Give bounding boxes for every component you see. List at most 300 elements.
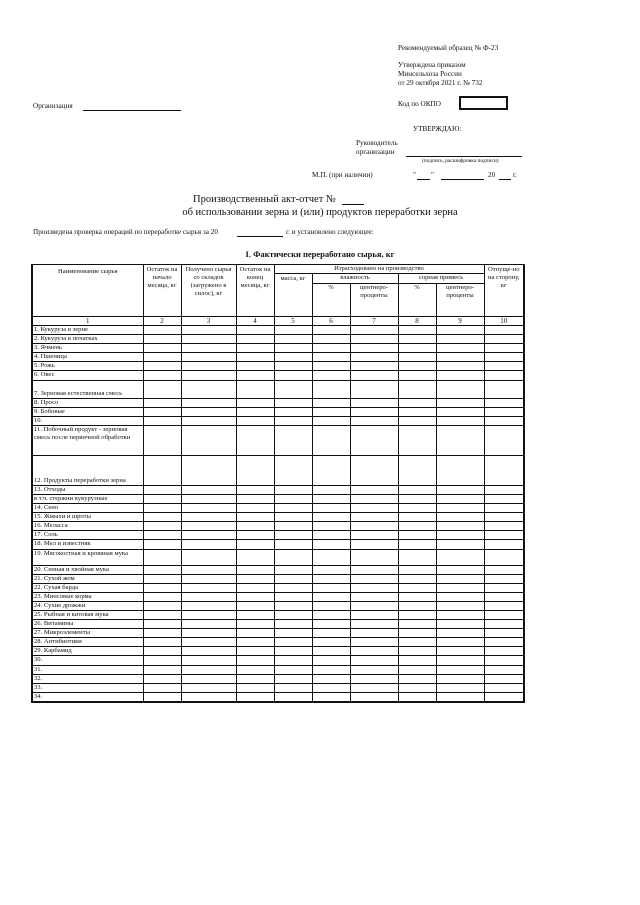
- row-cell-col-5[interactable]: [274, 522, 312, 531]
- row-cell-col-5[interactable]: [274, 326, 312, 335]
- row-cell-col-4[interactable]: [236, 531, 274, 540]
- row-cell-col-3[interactable]: [181, 344, 236, 353]
- row-cell-col-2[interactable]: [143, 362, 181, 371]
- row-cell-col-4[interactable]: [236, 371, 274, 380]
- row-cell-col-4[interactable]: [236, 398, 274, 407]
- organization-field[interactable]: [83, 110, 181, 111]
- row-cell-col-3[interactable]: [181, 353, 236, 362]
- row-cell-col-9[interactable]: [436, 601, 484, 610]
- row-cell-col-10[interactable]: [484, 326, 524, 335]
- row-cell-col-9[interactable]: [436, 629, 484, 638]
- row-cell-col-3[interactable]: [181, 522, 236, 531]
- row-cell-col-8[interactable]: [398, 344, 436, 353]
- row-cell-col-8[interactable]: [398, 692, 436, 702]
- row-cell-col-5[interactable]: [274, 380, 312, 398]
- row-cell-col-7[interactable]: [350, 371, 398, 380]
- row-cell-col-5[interactable]: [274, 371, 312, 380]
- row-cell-col-6[interactable]: [312, 494, 350, 503]
- row-cell-col-10[interactable]: [484, 531, 524, 540]
- row-cell-col-5[interactable]: [274, 540, 312, 549]
- row-cell-col-3[interactable]: [181, 531, 236, 540]
- row-cell-col-4[interactable]: [236, 647, 274, 656]
- row-cell-col-3[interactable]: [181, 380, 236, 398]
- row-cell-col-5[interactable]: [274, 656, 312, 665]
- row-cell-col-4[interactable]: [236, 513, 274, 522]
- row-cell-col-5[interactable]: [274, 692, 312, 702]
- row-cell-col-8[interactable]: [398, 362, 436, 371]
- row-cell-col-6[interactable]: [312, 344, 350, 353]
- row-cell-col-10[interactable]: [484, 592, 524, 601]
- row-cell-col-6[interactable]: [312, 674, 350, 683]
- row-cell-col-9[interactable]: [436, 522, 484, 531]
- row-cell-col-8[interactable]: [398, 565, 436, 574]
- row-cell-col-6[interactable]: [312, 455, 350, 485]
- row-cell-col-7[interactable]: [350, 565, 398, 574]
- row-cell-col-9[interactable]: [436, 425, 484, 455]
- row-cell-col-9[interactable]: [436, 592, 484, 601]
- row-cell-col-9[interactable]: [436, 665, 484, 674]
- row-cell-col-5[interactable]: [274, 362, 312, 371]
- row-cell-col-3[interactable]: [181, 592, 236, 601]
- row-cell-col-3[interactable]: [181, 362, 236, 371]
- row-cell-col-10[interactable]: [484, 638, 524, 647]
- row-cell-col-3[interactable]: [181, 455, 236, 485]
- row-cell-col-9[interactable]: [436, 371, 484, 380]
- row-cell-col-9[interactable]: [436, 513, 484, 522]
- row-cell-col-2[interactable]: [143, 407, 181, 416]
- row-cell-col-9[interactable]: [436, 344, 484, 353]
- row-cell-col-10[interactable]: [484, 583, 524, 592]
- row-cell-col-2[interactable]: [143, 504, 181, 513]
- row-cell-col-8[interactable]: [398, 353, 436, 362]
- row-cell-col-2[interactable]: [143, 692, 181, 702]
- row-cell-col-5[interactable]: [274, 638, 312, 647]
- row-cell-col-7[interactable]: [350, 398, 398, 407]
- row-cell-col-10[interactable]: [484, 416, 524, 425]
- row-cell-col-9[interactable]: [436, 353, 484, 362]
- row-cell-col-6[interactable]: [312, 522, 350, 531]
- row-cell-col-10[interactable]: [484, 540, 524, 549]
- row-cell-col-6[interactable]: [312, 416, 350, 425]
- row-cell-col-8[interactable]: [398, 398, 436, 407]
- row-cell-col-10[interactable]: [484, 549, 524, 565]
- row-cell-col-6[interactable]: [312, 398, 350, 407]
- row-cell-col-3[interactable]: [181, 601, 236, 610]
- row-cell-col-10[interactable]: [484, 407, 524, 416]
- row-cell-col-10[interactable]: [484, 513, 524, 522]
- row-cell-col-10[interactable]: [484, 620, 524, 629]
- row-cell-col-7[interactable]: [350, 692, 398, 702]
- row-cell-col-6[interactable]: [312, 620, 350, 629]
- row-cell-col-7[interactable]: [350, 513, 398, 522]
- row-cell-col-7[interactable]: [350, 362, 398, 371]
- row-cell-col-8[interactable]: [398, 549, 436, 565]
- row-cell-col-6[interactable]: [312, 665, 350, 674]
- row-cell-col-7[interactable]: [350, 494, 398, 503]
- row-cell-col-2[interactable]: [143, 335, 181, 344]
- row-cell-col-9[interactable]: [436, 610, 484, 619]
- row-cell-col-7[interactable]: [350, 574, 398, 583]
- row-cell-col-9[interactable]: [436, 565, 484, 574]
- row-cell-col-10[interactable]: [484, 692, 524, 702]
- row-cell-col-6[interactable]: [312, 629, 350, 638]
- row-cell-col-8[interactable]: [398, 665, 436, 674]
- row-cell-col-7[interactable]: [350, 455, 398, 485]
- row-cell-col-4[interactable]: [236, 416, 274, 425]
- row-cell-col-2[interactable]: [143, 485, 181, 494]
- row-cell-col-5[interactable]: [274, 574, 312, 583]
- row-cell-col-5[interactable]: [274, 583, 312, 592]
- row-cell-col-10[interactable]: [484, 485, 524, 494]
- row-cell-col-4[interactable]: [236, 592, 274, 601]
- row-cell-col-9[interactable]: [436, 407, 484, 416]
- row-cell-col-10[interactable]: [484, 455, 524, 485]
- row-cell-col-3[interactable]: [181, 425, 236, 455]
- row-cell-col-8[interactable]: [398, 513, 436, 522]
- row-cell-col-8[interactable]: [398, 629, 436, 638]
- row-cell-col-4[interactable]: [236, 638, 274, 647]
- row-cell-col-10[interactable]: [484, 353, 524, 362]
- row-cell-col-10[interactable]: [484, 425, 524, 455]
- row-cell-col-8[interactable]: [398, 638, 436, 647]
- row-cell-col-8[interactable]: [398, 647, 436, 656]
- row-cell-col-4[interactable]: [236, 674, 274, 683]
- row-cell-col-5[interactable]: [274, 565, 312, 574]
- date-day-field[interactable]: [417, 179, 430, 180]
- row-cell-col-10[interactable]: [484, 522, 524, 531]
- row-cell-col-8[interactable]: [398, 522, 436, 531]
- row-cell-col-5[interactable]: [274, 425, 312, 455]
- row-cell-col-4[interactable]: [236, 540, 274, 549]
- row-cell-col-4[interactable]: [236, 362, 274, 371]
- row-cell-col-3[interactable]: [181, 371, 236, 380]
- row-cell-col-10[interactable]: [484, 565, 524, 574]
- row-cell-col-8[interactable]: [398, 610, 436, 619]
- row-cell-col-5[interactable]: [274, 335, 312, 344]
- row-cell-col-8[interactable]: [398, 416, 436, 425]
- row-cell-col-8[interactable]: [398, 485, 436, 494]
- row-cell-col-7[interactable]: [350, 583, 398, 592]
- row-cell-col-5[interactable]: [274, 513, 312, 522]
- row-cell-col-9[interactable]: [436, 362, 484, 371]
- row-cell-col-7[interactable]: [350, 540, 398, 549]
- row-cell-col-8[interactable]: [398, 592, 436, 601]
- row-cell-col-8[interactable]: [398, 620, 436, 629]
- row-cell-col-4[interactable]: [236, 583, 274, 592]
- row-cell-col-7[interactable]: [350, 407, 398, 416]
- row-cell-col-8[interactable]: [398, 540, 436, 549]
- row-cell-col-8[interactable]: [398, 494, 436, 503]
- row-cell-col-3[interactable]: [181, 692, 236, 702]
- row-cell-col-6[interactable]: [312, 692, 350, 702]
- row-cell-col-10[interactable]: [484, 344, 524, 353]
- row-cell-col-10[interactable]: [484, 398, 524, 407]
- row-cell-col-6[interactable]: [312, 565, 350, 574]
- row-cell-col-5[interactable]: [274, 455, 312, 485]
- row-cell-col-9[interactable]: [436, 335, 484, 344]
- row-cell-col-3[interactable]: [181, 610, 236, 619]
- row-cell-col-9[interactable]: [436, 692, 484, 702]
- row-cell-col-4[interactable]: [236, 665, 274, 674]
- row-cell-col-9[interactable]: [436, 683, 484, 692]
- row-cell-col-6[interactable]: [312, 574, 350, 583]
- row-cell-col-3[interactable]: [181, 485, 236, 494]
- row-cell-col-6[interactable]: [312, 647, 350, 656]
- row-cell-col-7[interactable]: [350, 425, 398, 455]
- row-cell-col-8[interactable]: [398, 455, 436, 485]
- row-cell-col-4[interactable]: [236, 522, 274, 531]
- row-cell-col-6[interactable]: [312, 353, 350, 362]
- row-cell-col-9[interactable]: [436, 326, 484, 335]
- row-cell-col-3[interactable]: [181, 549, 236, 565]
- row-cell-col-7[interactable]: [350, 326, 398, 335]
- row-cell-col-3[interactable]: [181, 647, 236, 656]
- row-cell-col-2[interactable]: [143, 620, 181, 629]
- row-cell-col-6[interactable]: [312, 326, 350, 335]
- row-cell-col-3[interactable]: [181, 504, 236, 513]
- row-cell-col-4[interactable]: [236, 425, 274, 455]
- row-cell-col-5[interactable]: [274, 674, 312, 683]
- row-cell-col-9[interactable]: [436, 656, 484, 665]
- row-cell-col-2[interactable]: [143, 601, 181, 610]
- row-cell-col-5[interactable]: [274, 344, 312, 353]
- row-cell-col-7[interactable]: [350, 620, 398, 629]
- row-cell-col-6[interactable]: [312, 601, 350, 610]
- row-cell-col-5[interactable]: [274, 549, 312, 565]
- row-cell-col-2[interactable]: [143, 583, 181, 592]
- row-cell-col-4[interactable]: [236, 455, 274, 485]
- row-cell-col-5[interactable]: [274, 647, 312, 656]
- row-cell-col-4[interactable]: [236, 380, 274, 398]
- row-cell-col-2[interactable]: [143, 455, 181, 485]
- row-cell-col-4[interactable]: [236, 485, 274, 494]
- row-cell-col-6[interactable]: [312, 592, 350, 601]
- row-cell-col-6[interactable]: [312, 683, 350, 692]
- row-cell-col-3[interactable]: [181, 638, 236, 647]
- row-cell-col-6[interactable]: [312, 610, 350, 619]
- row-cell-col-4[interactable]: [236, 335, 274, 344]
- row-cell-col-5[interactable]: [274, 485, 312, 494]
- row-cell-col-3[interactable]: [181, 620, 236, 629]
- row-cell-col-6[interactable]: [312, 549, 350, 565]
- row-cell-col-8[interactable]: [398, 326, 436, 335]
- row-cell-col-7[interactable]: [350, 638, 398, 647]
- row-cell-col-10[interactable]: [484, 683, 524, 692]
- row-cell-col-6[interactable]: [312, 656, 350, 665]
- row-cell-col-10[interactable]: [484, 656, 524, 665]
- date-month-field[interactable]: [441, 179, 484, 180]
- row-cell-col-2[interactable]: [143, 380, 181, 398]
- row-cell-col-7[interactable]: [350, 485, 398, 494]
- row-cell-col-9[interactable]: [436, 647, 484, 656]
- row-cell-col-9[interactable]: [436, 638, 484, 647]
- row-cell-col-10[interactable]: [484, 674, 524, 683]
- row-cell-col-9[interactable]: [436, 504, 484, 513]
- row-cell-col-2[interactable]: [143, 353, 181, 362]
- row-cell-col-5[interactable]: [274, 407, 312, 416]
- row-cell-col-3[interactable]: [181, 565, 236, 574]
- row-cell-col-7[interactable]: [350, 610, 398, 619]
- row-cell-col-2[interactable]: [143, 647, 181, 656]
- row-cell-col-10[interactable]: [484, 665, 524, 674]
- row-cell-col-7[interactable]: [350, 683, 398, 692]
- row-cell-col-9[interactable]: [436, 380, 484, 398]
- row-cell-col-9[interactable]: [436, 398, 484, 407]
- row-cell-col-2[interactable]: [143, 638, 181, 647]
- row-cell-col-8[interactable]: [398, 574, 436, 583]
- row-cell-col-8[interactable]: [398, 683, 436, 692]
- row-cell-col-2[interactable]: [143, 674, 181, 683]
- row-cell-col-3[interactable]: [181, 540, 236, 549]
- row-cell-col-3[interactable]: [181, 326, 236, 335]
- row-cell-col-2[interactable]: [143, 326, 181, 335]
- row-cell-col-3[interactable]: [181, 574, 236, 583]
- row-cell-col-10[interactable]: [484, 610, 524, 619]
- row-cell-col-9[interactable]: [436, 455, 484, 485]
- row-cell-col-6[interactable]: [312, 407, 350, 416]
- row-cell-col-5[interactable]: [274, 601, 312, 610]
- row-cell-col-2[interactable]: [143, 494, 181, 503]
- row-cell-col-7[interactable]: [350, 344, 398, 353]
- row-cell-col-4[interactable]: [236, 326, 274, 335]
- row-cell-col-4[interactable]: [236, 574, 274, 583]
- row-cell-col-7[interactable]: [350, 665, 398, 674]
- row-cell-col-5[interactable]: [274, 398, 312, 407]
- row-cell-col-4[interactable]: [236, 565, 274, 574]
- row-cell-col-5[interactable]: [274, 683, 312, 692]
- row-cell-col-3[interactable]: [181, 398, 236, 407]
- row-cell-col-6[interactable]: [312, 513, 350, 522]
- row-cell-col-10[interactable]: [484, 380, 524, 398]
- row-cell-col-4[interactable]: [236, 629, 274, 638]
- row-cell-col-2[interactable]: [143, 398, 181, 407]
- row-cell-col-2[interactable]: [143, 371, 181, 380]
- row-cell-col-4[interactable]: [236, 407, 274, 416]
- row-cell-col-2[interactable]: [143, 665, 181, 674]
- row-cell-col-2[interactable]: [143, 549, 181, 565]
- row-cell-col-4[interactable]: [236, 683, 274, 692]
- row-cell-col-8[interactable]: [398, 656, 436, 665]
- row-cell-col-7[interactable]: [350, 353, 398, 362]
- row-cell-col-7[interactable]: [350, 629, 398, 638]
- row-cell-col-10[interactable]: [484, 574, 524, 583]
- row-cell-col-8[interactable]: [398, 335, 436, 344]
- row-cell-col-3[interactable]: [181, 665, 236, 674]
- row-cell-col-6[interactable]: [312, 485, 350, 494]
- row-cell-col-5[interactable]: [274, 665, 312, 674]
- row-cell-col-7[interactable]: [350, 592, 398, 601]
- row-cell-col-2[interactable]: [143, 574, 181, 583]
- row-cell-col-8[interactable]: [398, 583, 436, 592]
- row-cell-col-4[interactable]: [236, 504, 274, 513]
- row-cell-col-10[interactable]: [484, 362, 524, 371]
- row-cell-col-4[interactable]: [236, 353, 274, 362]
- row-cell-col-6[interactable]: [312, 380, 350, 398]
- row-cell-col-9[interactable]: [436, 416, 484, 425]
- row-cell-col-6[interactable]: [312, 531, 350, 540]
- row-cell-col-10[interactable]: [484, 335, 524, 344]
- date-year-field[interactable]: [499, 179, 511, 180]
- row-cell-col-6[interactable]: [312, 638, 350, 647]
- row-cell-col-9[interactable]: [436, 674, 484, 683]
- row-cell-col-5[interactable]: [274, 629, 312, 638]
- row-cell-col-2[interactable]: [143, 344, 181, 353]
- check-year-field[interactable]: [237, 236, 283, 237]
- row-cell-col-2[interactable]: [143, 565, 181, 574]
- row-cell-col-8[interactable]: [398, 380, 436, 398]
- row-cell-col-3[interactable]: [181, 416, 236, 425]
- row-cell-col-10[interactable]: [484, 647, 524, 656]
- row-cell-col-8[interactable]: [398, 674, 436, 683]
- row-cell-col-6[interactable]: [312, 335, 350, 344]
- row-cell-col-7[interactable]: [350, 504, 398, 513]
- row-cell-col-4[interactable]: [236, 610, 274, 619]
- row-cell-col-4[interactable]: [236, 601, 274, 610]
- row-cell-col-7[interactable]: [350, 647, 398, 656]
- row-cell-col-3[interactable]: [181, 513, 236, 522]
- row-cell-col-9[interactable]: [436, 583, 484, 592]
- row-cell-col-3[interactable]: [181, 335, 236, 344]
- row-cell-col-5[interactable]: [274, 353, 312, 362]
- row-cell-col-5[interactable]: [274, 610, 312, 619]
- row-cell-col-4[interactable]: [236, 494, 274, 503]
- row-cell-col-6[interactable]: [312, 540, 350, 549]
- row-cell-col-7[interactable]: [350, 656, 398, 665]
- row-cell-col-10[interactable]: [484, 601, 524, 610]
- row-cell-col-2[interactable]: [143, 629, 181, 638]
- row-cell-col-2[interactable]: [143, 592, 181, 601]
- row-cell-col-8[interactable]: [398, 601, 436, 610]
- row-cell-col-4[interactable]: [236, 656, 274, 665]
- row-cell-col-3[interactable]: [181, 407, 236, 416]
- row-cell-col-4[interactable]: [236, 692, 274, 702]
- row-cell-col-3[interactable]: [181, 674, 236, 683]
- row-cell-col-6[interactable]: [312, 371, 350, 380]
- row-cell-col-6[interactable]: [312, 504, 350, 513]
- row-cell-col-3[interactable]: [181, 629, 236, 638]
- row-cell-col-7[interactable]: [350, 416, 398, 425]
- row-cell-col-8[interactable]: [398, 407, 436, 416]
- row-cell-col-2[interactable]: [143, 656, 181, 665]
- row-cell-col-7[interactable]: [350, 549, 398, 565]
- row-cell-col-9[interactable]: [436, 574, 484, 583]
- okpo-input[interactable]: [459, 96, 508, 110]
- row-cell-col-2[interactable]: [143, 540, 181, 549]
- row-cell-col-7[interactable]: [350, 522, 398, 531]
- row-cell-col-5[interactable]: [274, 620, 312, 629]
- row-cell-col-7[interactable]: [350, 335, 398, 344]
- row-cell-col-3[interactable]: [181, 494, 236, 503]
- row-cell-col-4[interactable]: [236, 549, 274, 565]
- row-cell-col-7[interactable]: [350, 380, 398, 398]
- row-cell-col-7[interactable]: [350, 531, 398, 540]
- act-number-field[interactable]: [342, 204, 364, 205]
- row-cell-col-10[interactable]: [484, 629, 524, 638]
- row-cell-col-9[interactable]: [436, 531, 484, 540]
- row-cell-col-3[interactable]: [181, 683, 236, 692]
- row-cell-col-2[interactable]: [143, 416, 181, 425]
- row-cell-col-3[interactable]: [181, 583, 236, 592]
- row-cell-col-6[interactable]: [312, 362, 350, 371]
- row-cell-col-8[interactable]: [398, 371, 436, 380]
- row-cell-col-9[interactable]: [436, 485, 484, 494]
- row-cell-col-10[interactable]: [484, 371, 524, 380]
- row-cell-col-7[interactable]: [350, 674, 398, 683]
- row-cell-col-10[interactable]: [484, 504, 524, 513]
- row-cell-col-9[interactable]: [436, 540, 484, 549]
- row-cell-col-2[interactable]: [143, 513, 181, 522]
- row-cell-col-6[interactable]: [312, 583, 350, 592]
